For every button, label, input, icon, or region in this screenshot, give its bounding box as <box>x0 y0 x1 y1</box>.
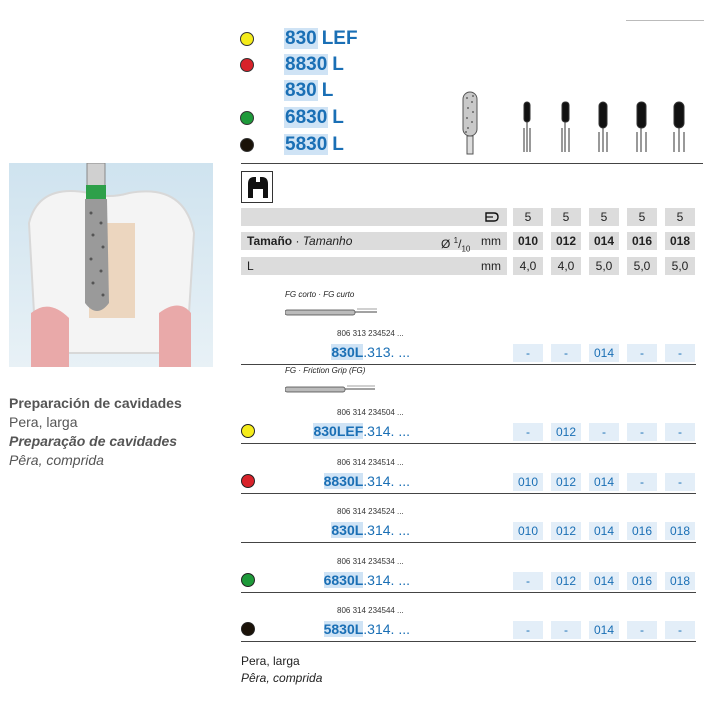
availability-cell: - <box>513 344 543 362</box>
color-ring-dot <box>240 32 254 46</box>
header-code-number: 830 <box>285 80 317 101</box>
availability-cell: 010 <box>513 522 543 540</box>
product-code-ext: .313. ... <box>363 344 410 360</box>
availability-cell: - <box>551 344 581 362</box>
spec-cell: 5 <box>589 208 619 226</box>
header-code-suffix: L <box>332 54 344 75</box>
footer-line-pt: Pêra, comprida <box>241 671 323 685</box>
product-code <box>331 522 410 538</box>
availability-cell: 010 <box>513 473 543 491</box>
spec-cell: 5,0 <box>627 257 657 275</box>
availability-cell: - <box>665 423 695 441</box>
availability-cell: 016 <box>627 572 657 590</box>
product-code <box>324 572 410 588</box>
color-ring-dot <box>240 111 254 125</box>
spec-row-bar <box>241 208 507 226</box>
product-row-divider <box>241 364 696 365</box>
product-code-main: 830L <box>331 522 364 538</box>
availability-cell: 012 <box>551 423 581 441</box>
spec-cell: 5 <box>627 208 657 226</box>
availability-cell: - <box>513 423 543 441</box>
product-reference: 806 313 234524 ... <box>337 329 404 338</box>
availability-cell: - <box>589 423 619 441</box>
header-row <box>240 27 440 51</box>
handpiece-icon <box>241 171 273 203</box>
spec-cell: 5,0 <box>589 257 619 275</box>
diamond-bur-icon <box>463 92 477 154</box>
availability-cell: 014 <box>589 473 619 491</box>
spec-cell: 5,0 <box>665 257 695 275</box>
spec-cell: 010 <box>513 232 543 250</box>
availability-cell: - <box>665 473 695 491</box>
bur-illustrations <box>455 88 705 158</box>
header-code-suffix: L <box>332 134 344 155</box>
header-code <box>284 134 344 156</box>
availability-cell: - <box>513 621 543 639</box>
tooth-illustration-icon <box>9 163 213 367</box>
availability-cell: - <box>665 621 695 639</box>
spec-cell: 014 <box>589 232 619 250</box>
color-ring-dot <box>241 573 255 587</box>
availability-cell: 018 <box>665 572 695 590</box>
availability-cell: - <box>627 621 657 639</box>
availability-cell: - <box>551 621 581 639</box>
availability-cell: 012 <box>551 522 581 540</box>
header-code-suffix: L <box>332 107 344 128</box>
availability-cell: 016 <box>627 522 657 540</box>
product-code-main: 8830L <box>323 473 364 489</box>
product-reference: 806 314 234504 ... <box>337 408 404 417</box>
color-ring-dot <box>241 474 255 488</box>
side-title-es: Preparación de cavidades <box>9 395 182 411</box>
product-reference: 806 314 234544 ... <box>337 606 404 615</box>
header-code-number: 830 <box>285 28 317 49</box>
availability-cell: 014 <box>589 522 619 540</box>
availability-cell: 014 <box>589 344 619 362</box>
shank-group-label: FG · Friction Grip (FG) <box>285 366 366 375</box>
color-ring-dot <box>240 138 254 152</box>
header-code <box>284 54 344 76</box>
short-fg-shank-icon <box>285 306 380 320</box>
header-code-suffix: L <box>321 80 334 101</box>
header-code-suffix: LEF <box>321 28 358 49</box>
fg-shank-icon <box>285 383 380 397</box>
side-sub-pt: Pêra, comprida <box>9 452 104 468</box>
header-row <box>240 106 440 130</box>
spec-cell: 5 <box>551 208 581 226</box>
product-code-main: 830L <box>331 344 364 360</box>
header-code-number: 8830 <box>285 54 328 75</box>
availability-cell: 014 <box>589 572 619 590</box>
color-ring-dot <box>241 622 255 636</box>
product-code-main: 5830L <box>323 621 364 637</box>
product-row-divider <box>241 542 696 543</box>
spec-row-bar <box>241 257 507 275</box>
product-reference: 806 314 234524 ... <box>337 507 404 516</box>
header-code-number: 5830 <box>285 134 328 155</box>
spec-cell: 5 <box>513 208 543 226</box>
product-row-divider <box>241 641 696 642</box>
side-sub-es: Pera, larga <box>9 414 78 430</box>
size-label-pt: Tamanho <box>302 234 353 248</box>
footer-line-es: Pera, larga <box>241 654 300 668</box>
product-code <box>331 344 410 360</box>
availability-cell: - <box>627 344 657 362</box>
header-code <box>284 28 358 50</box>
product-code <box>313 423 410 439</box>
spec-cell: 4,0 <box>551 257 581 275</box>
spec-cell: 5 <box>665 208 695 226</box>
package-icon <box>484 210 500 224</box>
availability-cell: - <box>665 344 695 362</box>
spec-cell: 016 <box>627 232 657 250</box>
spec-cell: 018 <box>665 232 695 250</box>
header-code-number: 6830 <box>285 107 328 128</box>
product-row-divider <box>241 592 696 593</box>
size-label-es: Tamaño <box>247 234 293 248</box>
product-code-ext: .314. ... <box>363 522 410 538</box>
size-label: Tamaño · Tamanho <box>247 234 353 248</box>
header-row <box>240 79 440 103</box>
product-code-ext: .314. ... <box>363 572 410 588</box>
product-code-main: 830LEF <box>313 423 364 439</box>
availability-cell: 012 <box>551 473 581 491</box>
product-reference: 806 314 234534 ... <box>337 557 404 566</box>
top-divider <box>626 20 704 21</box>
size-unit: mm <box>481 234 501 248</box>
product-row-divider <box>241 443 696 444</box>
spec-cell: 4,0 <box>513 257 543 275</box>
shank-group-label: FG corto · FG curto <box>285 290 355 299</box>
availability-cell: - <box>513 572 543 590</box>
length-label: L <box>247 259 254 273</box>
header-code <box>284 80 333 102</box>
availability-cell: 014 <box>589 621 619 639</box>
product-code <box>324 621 410 637</box>
availability-cell: 012 <box>551 572 581 590</box>
product-reference: 806 314 234514 ... <box>337 458 404 467</box>
side-title-pt: Preparação de cavidades <box>9 433 178 449</box>
scaled-bur-icons <box>524 102 684 152</box>
header-code <box>284 107 344 129</box>
availability-cell: - <box>627 423 657 441</box>
header-row <box>240 133 440 157</box>
spec-cell: 012 <box>551 232 581 250</box>
product-code <box>324 473 410 489</box>
cavity-preparation-image <box>9 163 213 367</box>
color-ring-dot <box>240 58 254 72</box>
product-row-divider <box>241 493 696 494</box>
diameter-symbol-icon: Ø $^1/_{10}$ <box>441 236 471 254</box>
product-code-main: 6830L <box>323 572 364 588</box>
header-divider <box>241 163 703 164</box>
product-code-ext: .314. ... <box>363 423 410 439</box>
length-unit: mm <box>481 259 501 273</box>
availability-cell: 018 <box>665 522 695 540</box>
color-ring-dot <box>241 424 255 438</box>
product-code-ext: .314. ... <box>363 621 410 637</box>
header-row <box>240 53 440 77</box>
product-code-ext: .314. ... <box>363 473 410 489</box>
availability-cell: - <box>627 473 657 491</box>
